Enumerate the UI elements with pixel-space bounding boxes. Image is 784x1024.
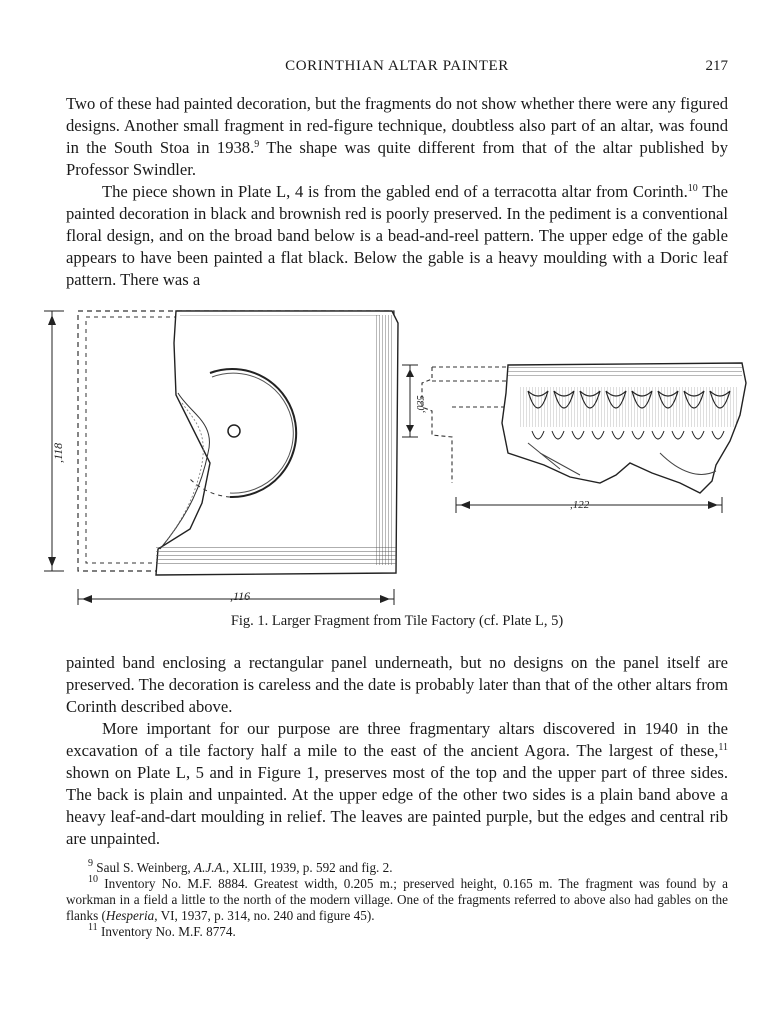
elevation-view [402, 363, 746, 513]
body-text-bottom [66, 652, 728, 850]
paragraph: painted band enclosing a rectangular panel underneath, but no designs on the panel itself are preserved. The decoration is careless and the date is probably later than that of the other altars from Corinth described above. [66, 653, 728, 716]
plan-view [44, 311, 398, 605]
paragraph: The piece shown in Plate L, 4 is from the gabled end of a terracotta altar from Corinth.$^{10}$ The painted decoration in black and brownish red is poorly preserved. In the pediment is a conventional floral design, and on the broad band below is a bead-and-reel pattern. The upper edge of the gable appears to have been painted a flat black. Below the gable is a heavy moulding with a Doric leaf pattern. There was a [66, 182, 728, 289]
paragraph: Two of these had painted decoration, but the fragments do not show whether there were any figured designs. Another small fragment in red-figure technique, doubtless also part of an altar, was found in the South Stoa in 1938.$^9$ The shape was quite different from that of the altar published by Professor Swindler. [66, 94, 728, 179]
figure-1 [40, 303, 760, 608]
dimension-label-height-left: ,118 [51, 442, 65, 463]
footnote-ref[interactable]: 10 [687, 183, 698, 194]
body-text-top [66, 93, 728, 291]
dimension-label-height-right: ,035 [416, 395, 427, 413]
footnotes [66, 860, 728, 940]
running-title: CORINTHIAN ALTAR PAINTER [285, 58, 509, 74]
fragment-drawing [40, 303, 760, 608]
footnote-ref[interactable]: 9 [254, 139, 260, 150]
dimension-label-width-right: ,122 [570, 499, 590, 511]
running-head [66, 58, 728, 80]
page-number: 217 [705, 58, 728, 74]
paragraph: More important for our purpose are three fragmentary altars discovered in 1940 in the excavation of a tile factory half a mile to the east of the ancient Agora. The largest of these,$^{11}$ shown on Plate L, 5 and in Figure 1, preserves most of the top and the upper part of three sides. The back is plain and unpainted. At the upper edge of the other two sides is a plain band above a heavy leaf-and-dart moulding in relief. The leaves are painted purple, but the edges and central rib are unpainted. [66, 719, 728, 848]
footnote-ref[interactable]: 11 [718, 742, 728, 753]
figure-caption: Fig. 1. Larger Fragment from Tile Factory (cf. Plate L, 5) [230, 613, 564, 629]
footnote-9: $^9$ Saul S. Weinberg, A.J.A., XLIII, 1939, p. 592 and fig. 2. [88, 858, 393, 875]
footnote-10: $^{10}$ Inventory No. M.F. 8884. Greatest width, 0.205 m.; preserved height, 0.165 m. The fragment was found by a workman in a field a little to the north of the modern village. One of the fragments referred to above also had gables on the flanks (Hesperia, VI, 1937, p. 314, no. 240 and figure 45). [66, 874, 728, 923]
footnote-11: $^{11}$ Inventory No. M.F. 8774. [88, 922, 236, 939]
dimension-label-width-left: ,116 [230, 589, 251, 603]
